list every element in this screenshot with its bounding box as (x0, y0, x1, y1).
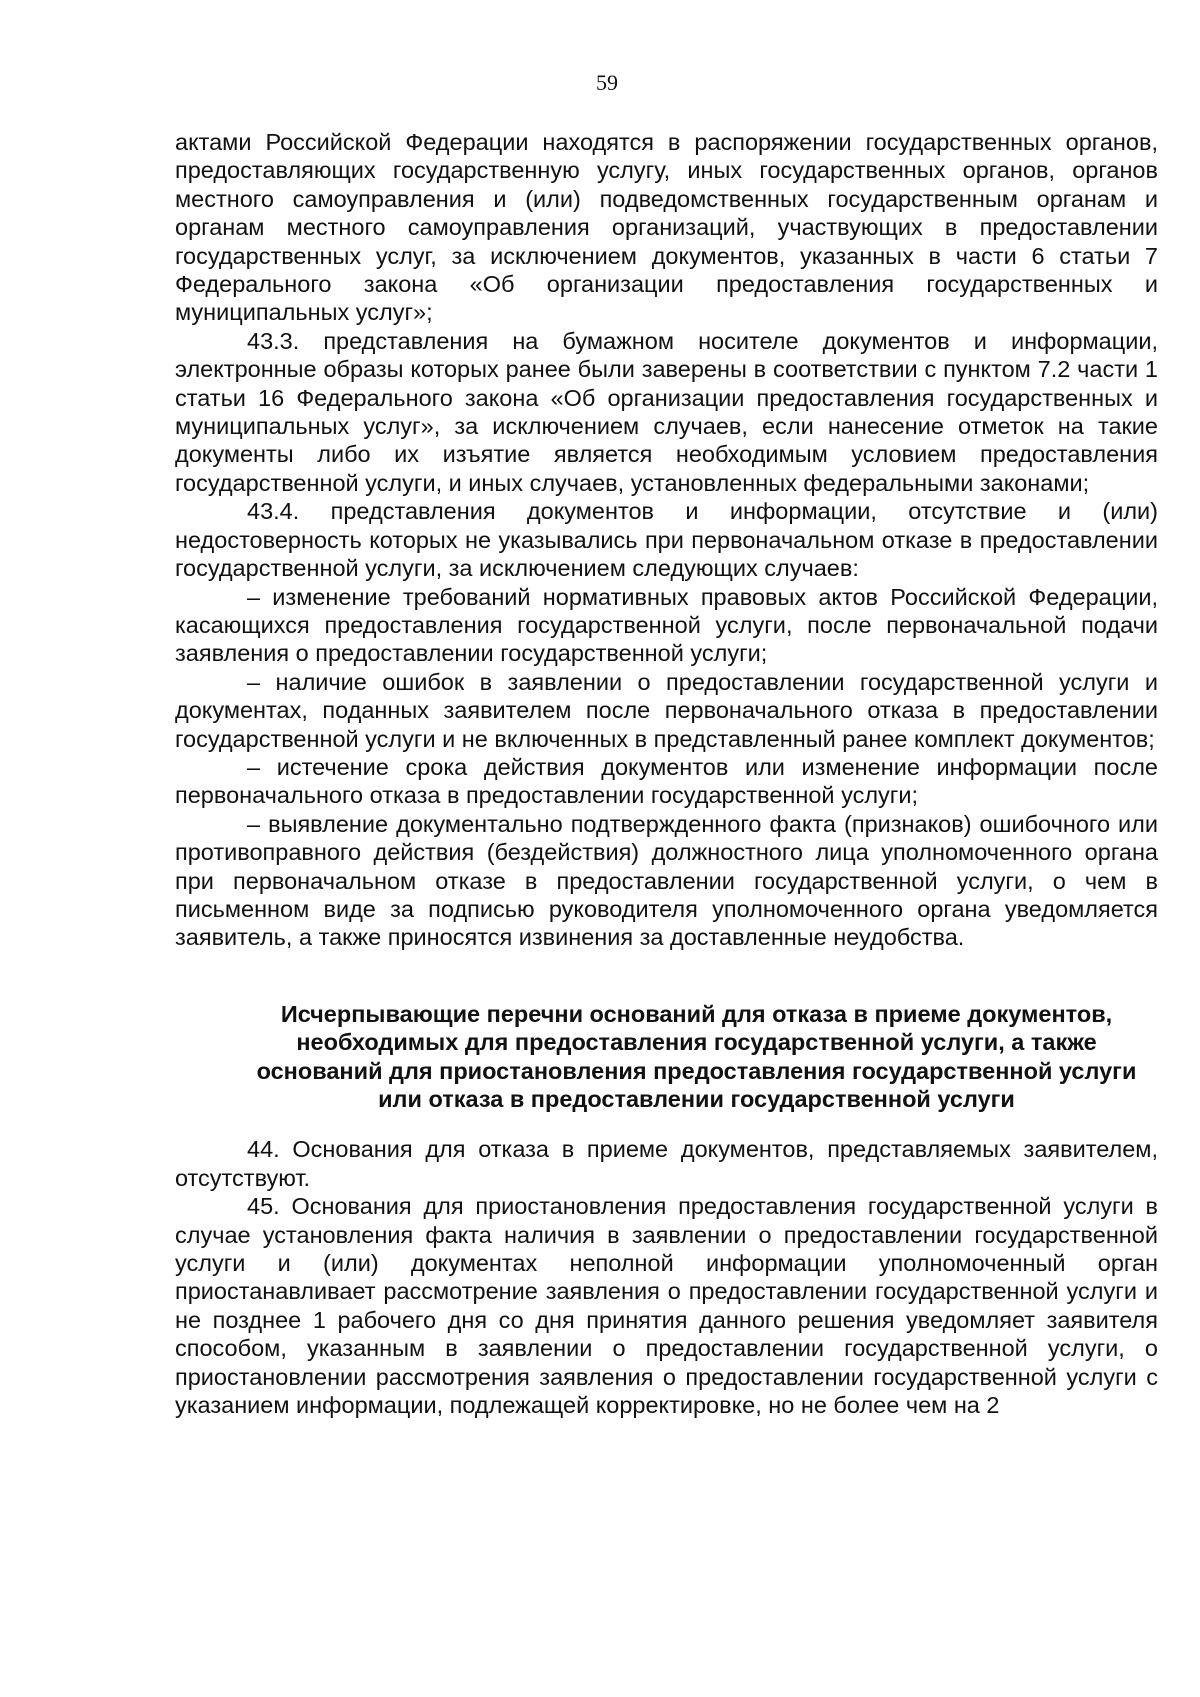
paragraph-43-4: 43.4. представления документов и информации, отсутствие и (или) недостоверность которых не указывались при первоначальном отказе в предоставлении государственной услуги, за исключением следующих случаев: (175, 498, 1158, 582)
paragraph-45: 45. Основания для приостановления предоставления государственной услуги в случае установления факта наличия в заявлении о предоставлении государственной услуги и (или) документах неполной информации уполномоченный орган приостанавливает рассмотрение заявления о предоставлении государственной услуги и не позднее 1 рабочего дня со дня принятия данного решения уведомляет заявителя способом, указанным в заявлении о предоставлении государственной услуги, о приостановлении рассмотрения заявления о предоставлении государственной услуги с указанием информации, подлежащей корректировке, но не более чем на 2 (175, 1193, 1158, 1419)
paragraph-continuation: актами Российской Федерации находятся в распоряжении государственных органов, предоставляющих государственную услугу, иных государственных органов, органов местного самоуправления и (или) подведомственных государственным органам и органам местного самоуправления организаций, участвующих в предоставлении государственных услуг, за исключением документов, указанных в части 6 статьи 7 Федерального закона «Об организации предоставления государственных и муниципальных услуг»; (175, 129, 1158, 326)
paragraph-44: 44. Основания для отказа в приеме документов, представляемых заявителем, отсутствуют. (175, 1136, 1158, 1191)
document-body (175, 128, 1158, 1419)
paragraph-43-3: 43.3. представления на бумажном носителе документов и информации, электронные образы которых ранее были заверены в соответствии с пунктом 7.2 части 1 статьи 16 Федерального закона «Об организации предоставления государственных и муниципальных услуг», за исключением случаев, если нанесение отметок на такие документы либо их изъятие является необходимым условием предоставления государственной услуги, и иных случаев, установленных федеральными законами; (175, 327, 1158, 496)
list-item-requirements-change: – изменение требований нормативных правовых актов Российской Федерации, касающихся предоставления государственной услуги, после первоначальной подачи заявления о предоставлении государственной услуги; (175, 583, 1158, 667)
page-number: 59 (596, 70, 618, 95)
list-item-errors-in-application: – наличие ошибок в заявлении о предоставлении государственной услуги и документах, поданных заявителем после первоначального отказа в предоставлении государственной услуги и не включенных в представленный ранее комплект документов; (175, 668, 1158, 752)
section-heading: Исчерпывающие перечни оснований для отказа в приеме документов, необходимых для предоставления государственной услуги, а также оснований для приостановления предоставления государственной услуги или отказа в предоставлении государственной услуги (256, 1000, 1137, 1112)
list-item-official-misconduct: – выявление документально подтвержденного факта (признаков) ошибочного или противоправного действия (бездействия) должностного лица уполномоченного органа при первоначальном отказе в предоставлении государственной услуги, о чем в письменном виде за подписью руководителя уполномоченного органа уведомляется заявитель, а также приносятся извинения за доставленные неудобства. (175, 810, 1158, 951)
list-item-documents-expiry: – истечение срока действия документов или изменение информации после первоначального отказа в предоставлении государственной услуги; (175, 753, 1158, 809)
